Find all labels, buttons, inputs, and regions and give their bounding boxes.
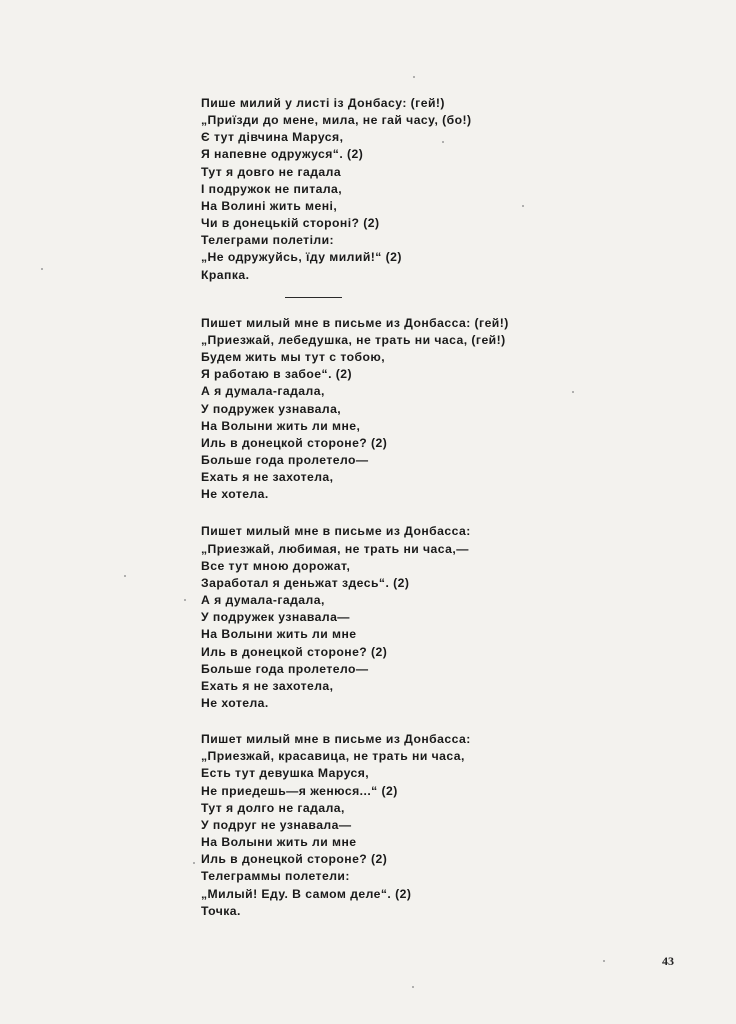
poem-line: Заработал я деньжат здесь“. (2) <box>201 575 410 590</box>
ukrainian-stanza <box>201 95 621 284</box>
poem-line: Иль в донецкой стороне? (2) <box>201 852 388 867</box>
poem-line: Иль в донецкой стороне? (2) <box>201 435 388 450</box>
poem-line: „Приезжай, красавица, не трать ни часа, <box>201 749 465 764</box>
paper-speck <box>124 575 126 577</box>
poem-line: Иль в донецкой стороне? (2) <box>201 644 388 659</box>
poem-line: На Волині жить мені, <box>201 198 338 213</box>
poem-line: Все тут мною дорожат, <box>201 558 351 573</box>
poem-line: Не хотела. <box>201 696 269 710</box>
poem-line: Пишет милый мне в письме из Донбасса: <box>201 524 471 539</box>
section-divider <box>285 297 342 298</box>
paper-speck <box>442 141 444 143</box>
paper-speck <box>572 391 574 393</box>
poem-line: Ехать я не захотела, <box>201 470 334 485</box>
poem-line: Є тут дівчина Маруся, <box>201 130 344 145</box>
poem-text <box>201 95 621 920</box>
poem-line: Не приедешь—я женюся...“ (2) <box>201 783 398 798</box>
paper-speck <box>603 960 605 962</box>
paper-speck <box>41 268 43 270</box>
poem-line: Пишет милый мне в письме из Донбасса: <box>201 732 471 747</box>
paper-speck <box>193 862 195 864</box>
poem-line: Тут я довго не гадала <box>201 164 342 179</box>
poem-line: Точка. <box>201 903 241 918</box>
poem-line: Ехать я не захотела, <box>201 678 334 693</box>
paper-speck <box>184 599 186 601</box>
poem-line: На Волыни жить ли мне <box>201 627 357 642</box>
page-number: 43 <box>662 954 674 968</box>
poem-line: „Не одружуйсь, їду милий!“ (2) <box>201 250 402 265</box>
poem-line: А я думала-гадала, <box>201 384 325 399</box>
poem-line: Чи в донецькій стороні? (2) <box>201 216 380 231</box>
poem-line: „Милый! Еду. В самом деле“. (2) <box>201 886 412 901</box>
poem-line: „Приїзди до мене, мила, не гай часу, (бо!) <box>201 113 472 128</box>
poem-line: Тут я долго не гадала, <box>201 800 345 815</box>
poem-line: Телеграми полетіли: <box>201 233 335 248</box>
paper-speck <box>412 986 414 988</box>
russian-stanza-1 <box>201 315 621 504</box>
poem-line: І подружок не питала, <box>201 181 343 196</box>
poem-line: Больше года пролетело— <box>201 452 369 467</box>
poem-line: У подружек узнавала, <box>201 401 342 416</box>
russian-stanza-2 <box>201 523 621 712</box>
russian-stanza-3 <box>201 731 621 920</box>
poem-line: Пишет милый мне в письме из Донбасса: (гей!) <box>201 315 509 330</box>
poem-line: Я работаю в забое“. (2) <box>201 367 352 382</box>
poem-line: Будем жить мы тут с тобою, <box>201 350 386 365</box>
poem-line: Не хотела. <box>201 487 269 502</box>
poem-line: У подруг не узнавала— <box>201 817 352 832</box>
poem-line: А я думала-гадала, <box>201 593 325 608</box>
poem-line: На Волыни жить ли мне, <box>201 418 361 433</box>
poem-line: У подружек узнавала— <box>201 610 350 625</box>
poem-line: На Волыни жить ли мне <box>201 835 357 850</box>
poem-line: Есть тут девушка Маруся, <box>201 766 370 781</box>
poem-line: „Приезжай, любимая, не трать ни часа,— <box>201 541 469 556</box>
poem-line: „Приезжай, лебедушка, не трать ни часа, (гей!) <box>201 332 506 347</box>
poem-line: Телеграммы полетели: <box>201 869 350 884</box>
paper-speck <box>522 205 524 207</box>
poem-line: Больше года пролетело— <box>201 661 369 676</box>
poem-line: Я напевне одружуся“. (2) <box>201 147 364 162</box>
poem-line: Крапка. <box>201 267 250 282</box>
paper-speck <box>413 76 415 78</box>
poem-line: Пише милий у листі із Донбасу: (гей!) <box>201 96 445 110</box>
